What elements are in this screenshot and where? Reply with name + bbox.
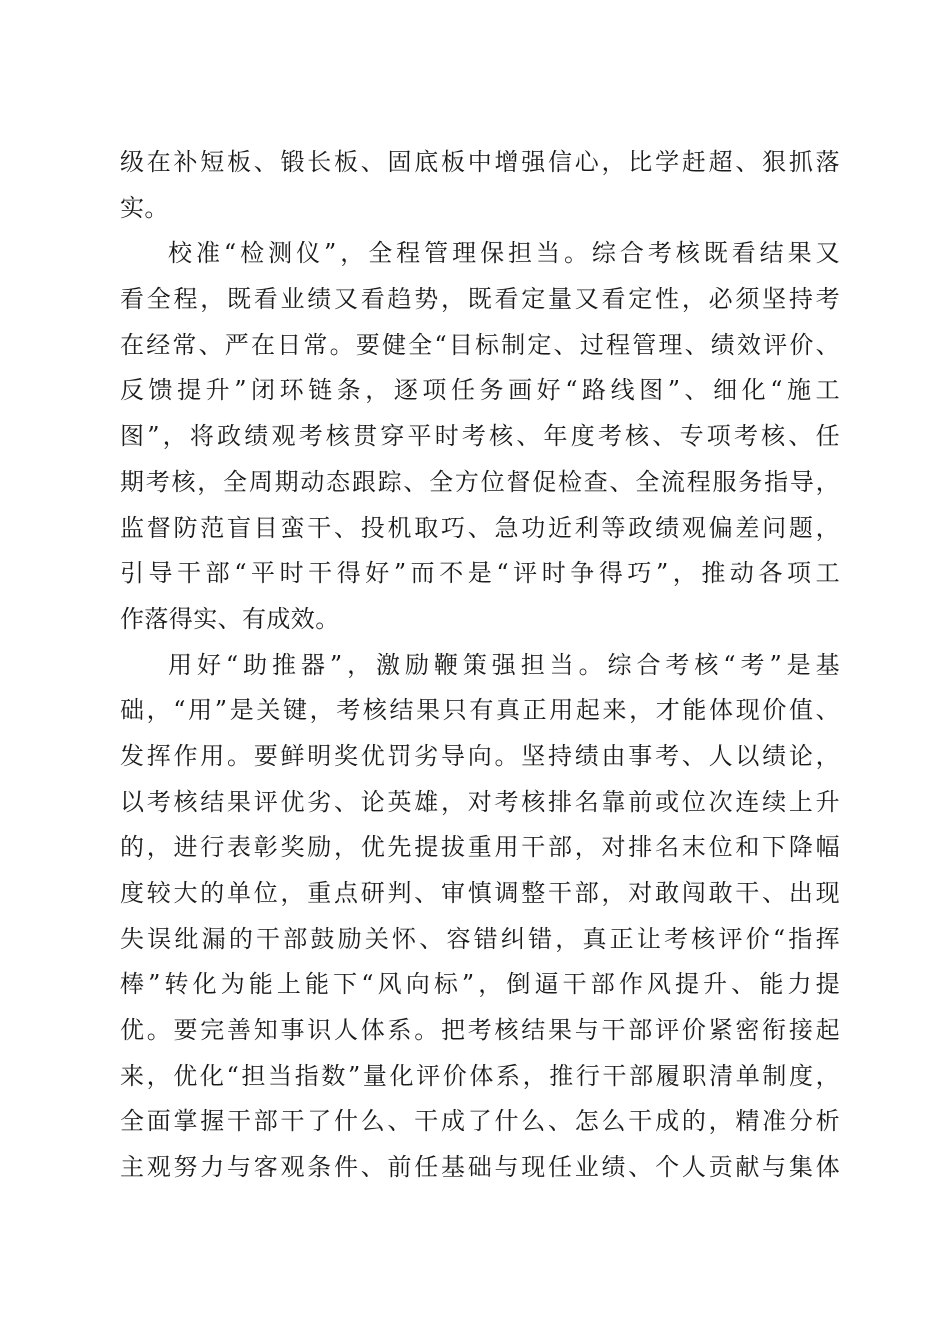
- paragraph-3: [120, 643, 840, 1191]
- text-line: 的，进行表彰奖励，优先提拔重用干部，对排名末位和下降幅: [120, 833, 840, 862]
- text-line: 实。: [120, 193, 169, 222]
- text-line: 础，“用”是关键，考核结果只有真正用起来，才能体现价值、: [120, 696, 840, 725]
- text-line: 用好“助推器”，激励鞭策强担当。综合考核“考”是基: [168, 650, 840, 679]
- text-line: 度较大的单位，重点研判、审慎调整干部，对敢闯敢干、出现: [120, 879, 840, 907]
- text-line: 发挥作用。要鲜明奖优罚劣导向。坚持绩由事考、人以绩论，: [120, 741, 840, 770]
- text-line: 优。要完善知事识人体系。把考核结果与干部评价紧密衔接起: [120, 1016, 840, 1045]
- text-line: 作落得实、有成效。: [120, 604, 340, 633]
- text-line: 棒”转化为能上能下“风向标”，倒逼干部作风提升、能力提: [120, 970, 840, 999]
- paragraph-2: [120, 231, 840, 642]
- text-line: 引导干部“平时干得好”而不是“评时争得巧”，推动各项工: [120, 559, 840, 588]
- text-line: 以考核结果评优劣、论英雄，对考核排名靠前或位次连续上升: [120, 787, 840, 816]
- text-line: 全面掌握干部干了什么、干成了什么、怎么干成的，精准分析: [120, 1107, 840, 1136]
- document-body: [120, 140, 840, 1191]
- text-line: 级在补短板、锻长板、固底板中增强信心，比学赶超、狠抓落: [120, 148, 840, 176]
- text-line: 校准“检测仪”，全程管理保担当。综合考核既看结果又: [168, 239, 840, 268]
- text-line: 期考核，全周期动态跟踪、全方位督促检查、全流程服务指导，: [120, 467, 840, 496]
- text-line: 图”，将政绩观考核贯穿平时考核、年度考核、专项考核、任: [120, 422, 840, 451]
- text-line: 反馈提升”闭环链条，逐项任务画好“路线图”、细化“施工: [120, 376, 840, 405]
- paragraph-1: [120, 140, 840, 231]
- text-line: 失误纰漏的干部鼓励关怀、容错纠错，真正让考核评价“指挥: [120, 924, 840, 953]
- text-line: 监督防范盲目蛮干、投机取巧、急功近利等政绩观偏差问题，: [120, 513, 840, 542]
- text-line: 在经常、严在日常。要健全“目标制定、过程管理、绩效评价、: [120, 330, 840, 359]
- text-line: 主观努力与客观条件、前任基础与现任业绩、个人贡献与集体: [120, 1153, 840, 1182]
- text-line: 看全程，既看业绩又看趋势，既看定量又看定性，必须坚持考: [120, 285, 840, 314]
- text-line: 来，优化“担当指数”量化评价体系，推行干部履职清单制度，: [120, 1061, 840, 1090]
